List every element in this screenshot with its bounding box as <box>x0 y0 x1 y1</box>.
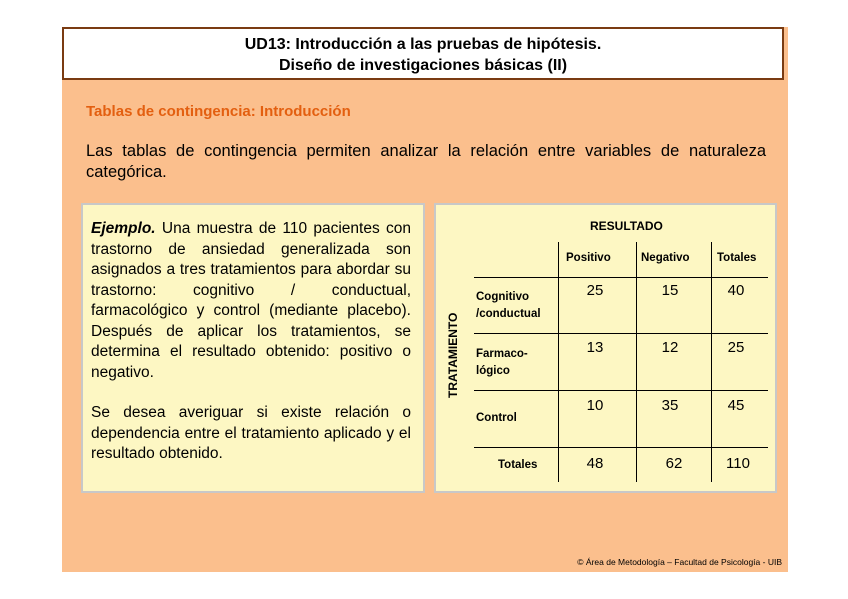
table-vline-2 <box>636 242 637 482</box>
row-label-cognitivo: Cognitivo /conductual <box>476 291 541 320</box>
cell-value: 45 <box>727 397 745 414</box>
cell-value: 110 <box>726 455 750 472</box>
row-label-farmacologico: Farmaco- lógico <box>476 348 528 377</box>
column-header-positivo: Positivo <box>566 252 611 264</box>
cell-value: 35 <box>661 397 679 414</box>
table-vline-3 <box>711 242 712 482</box>
title-line-2: Diseño de investigaciones básicas (II) <box>278 57 568 74</box>
table-hline-2 <box>474 333 768 334</box>
cell-value: 15 <box>661 282 679 299</box>
column-header-totales: Totales <box>717 252 757 264</box>
example-lead: Ejemplo. <box>91 220 156 237</box>
row-group-header: TRATAMIENTO <box>446 312 460 398</box>
column-header-negativo: Negativo <box>641 252 690 264</box>
cell-value: 10 <box>586 397 604 414</box>
cell-value: 62 <box>665 455 683 472</box>
cell-value: 25 <box>727 339 745 356</box>
cell-value: 25 <box>586 282 604 299</box>
table-hline-3 <box>474 390 768 391</box>
cell-value: 13 <box>586 339 604 356</box>
section-title: Tablas de contingencia: Introducción <box>86 103 351 120</box>
example-paragraph <box>91 219 411 383</box>
example-question: Se desea averiguar si existe relación o dependencia entre el tratamiento aplicado y el resultado obtenido. <box>91 404 411 462</box>
example-text: Una muestra de 110 pacientes con trastorno de ansiedad generalizada son asignados a tres tratamientos para abordar su trastorno: cognitivo / conductual, farmacológico y control (mediante placebo). Después de aplicar los tratamientos, se determina el resultado obtenido: positivo o negativo. <box>91 220 411 381</box>
column-group-header: RESULTADO <box>590 219 663 233</box>
contingency-table <box>434 203 777 493</box>
cell-value: 40 <box>727 282 745 299</box>
table-vline-1 <box>558 242 559 482</box>
table-hline-1 <box>474 277 768 278</box>
row-label-control: Control <box>476 412 517 424</box>
row-label-totales: Totales <box>498 459 538 471</box>
cell-value: 12 <box>661 339 679 356</box>
cell-value: 48 <box>586 455 604 472</box>
footer-credit: © Área de Metodología – Facultad de Psicología - UIB <box>577 557 782 567</box>
intro-paragraph: Las tablas de contingencia permiten analizar la relación entre variables de naturaleza categórica. <box>86 142 766 181</box>
table-hline-4 <box>474 447 768 448</box>
title-line-1: UD13: Introducción a las pruebas de hipótesis. <box>244 36 602 53</box>
slide-title <box>62 27 784 80</box>
example-panel <box>81 203 425 493</box>
